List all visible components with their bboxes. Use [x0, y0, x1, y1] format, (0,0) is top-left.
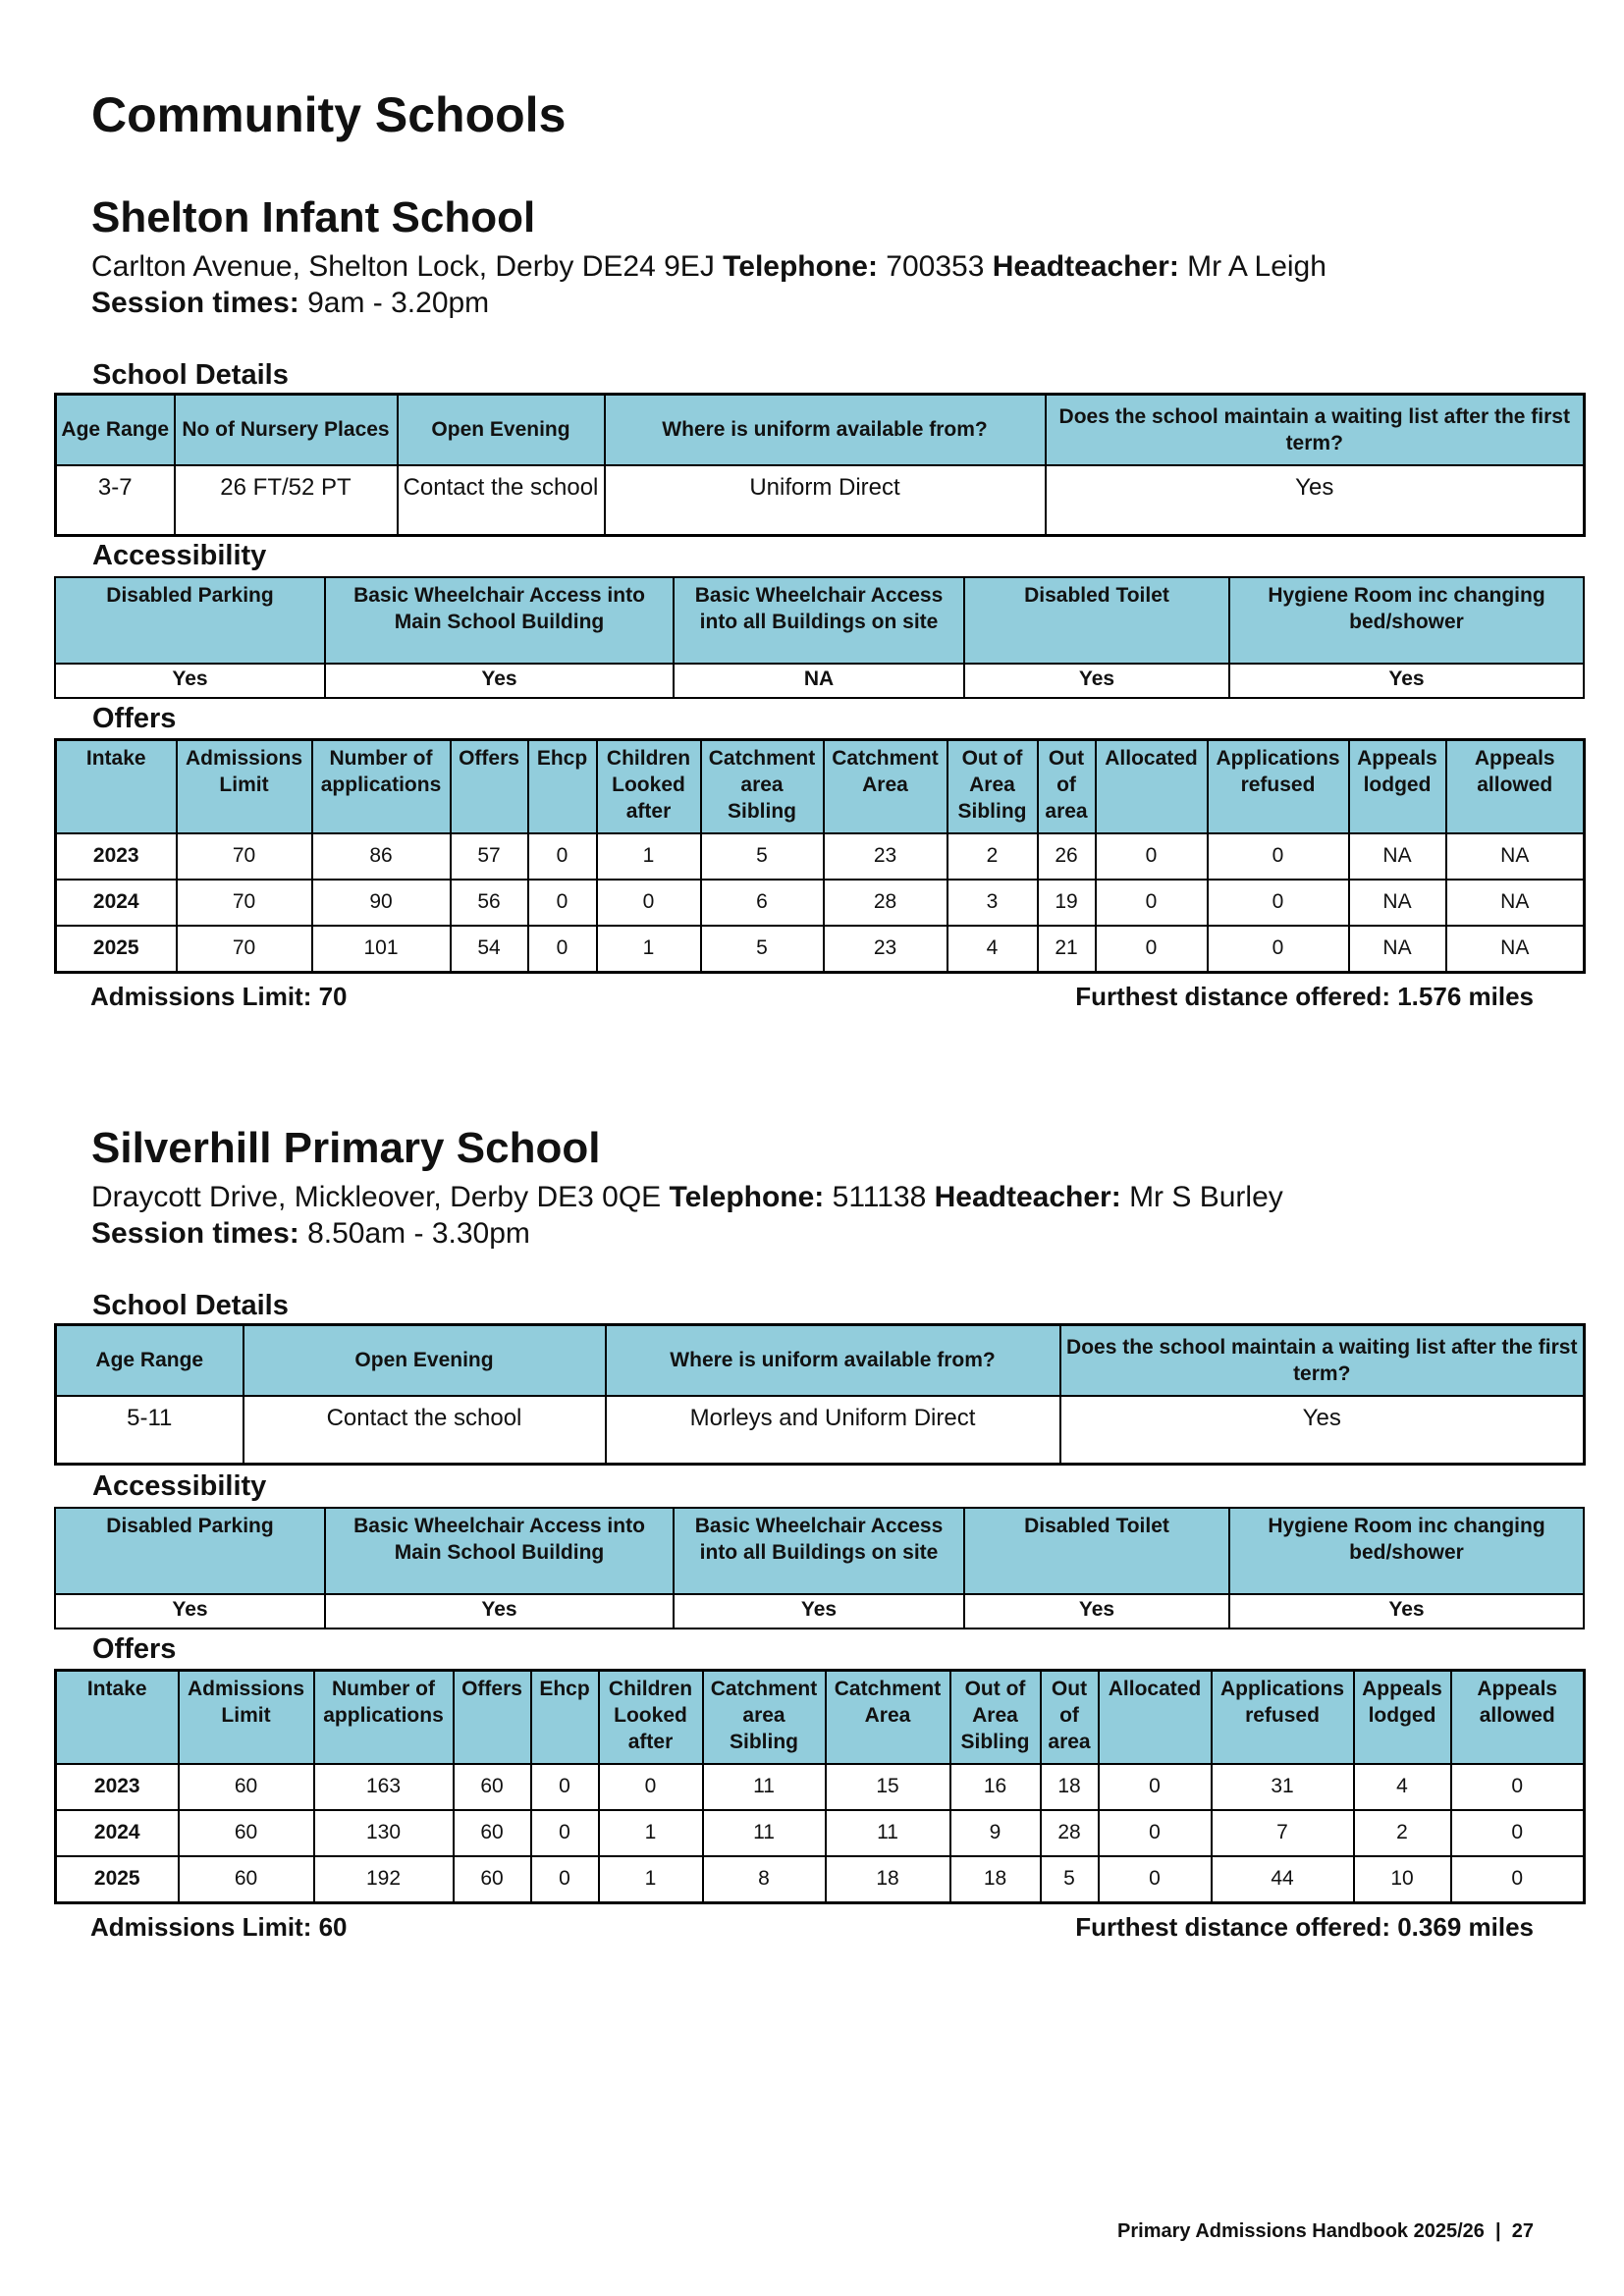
- offers-cell: 6: [701, 880, 824, 926]
- school-details-heading: School Details: [92, 1290, 289, 1321]
- offers-cell: 28: [1041, 1810, 1099, 1856]
- offers-cell: 0: [1208, 926, 1349, 973]
- offers-header: Ehcp: [528, 740, 597, 833]
- details-header: Does the school maintain a waiting list after the first term?: [1046, 395, 1585, 465]
- accessibility-header: Basic Wheelchair Access into Main School Building: [325, 577, 674, 664]
- school-details-table: [54, 393, 1586, 537]
- accessibility-header: Disabled Parking: [55, 577, 325, 664]
- offers-header: Number of applications: [312, 740, 451, 833]
- session-times: 8.50am - 3.30pm: [307, 1217, 530, 1250]
- offers-cell: 11: [826, 1810, 950, 1856]
- offers-cell: 26: [1038, 833, 1096, 880]
- offers-cell: 0: [1096, 926, 1208, 973]
- table-row: [56, 1764, 1585, 1810]
- address: Draycott Drive, Mickleover, Derby DE3 0QE: [91, 1181, 662, 1213]
- offers-cell: 0: [531, 1810, 599, 1856]
- accessibility-header: Disabled Toilet: [964, 1508, 1229, 1594]
- offers-cell: 9: [950, 1810, 1041, 1856]
- headteacher-label: Headteacher:: [992, 250, 1179, 283]
- offers-cell: 0: [531, 1856, 599, 1903]
- offers-header: Admissions Limit: [179, 1671, 314, 1764]
- furthest-distance-summary: [1075, 1914, 1534, 1940]
- offers-header: Ehcp: [531, 1671, 599, 1764]
- session-times: 9am - 3.20pm: [307, 287, 490, 319]
- session-times-label: Session times:: [91, 1217, 299, 1250]
- offers-cell: 15: [826, 1764, 950, 1810]
- offers-header: Applications refused: [1212, 1671, 1354, 1764]
- school-details-heading: School Details: [92, 359, 289, 391]
- accessibility-table: [54, 1507, 1585, 1629]
- offers-cell: 5: [701, 926, 824, 973]
- offers-cell: 23: [824, 833, 947, 880]
- offers-cell: 192: [314, 1856, 454, 1903]
- offers-cell: 60: [454, 1764, 531, 1810]
- accessibility-heading: Accessibility: [92, 1470, 267, 1502]
- accessibility-value: Yes: [1229, 664, 1584, 698]
- headteacher: Mr S Burley: [1129, 1181, 1283, 1213]
- accessibility-header: Basic Wheelchair Access into all Buildings on site: [674, 577, 964, 664]
- accessibility-value: Yes: [325, 1594, 674, 1629]
- headteacher: Mr A Leigh: [1187, 250, 1326, 283]
- intake-year: 2023: [56, 1764, 179, 1810]
- accessibility-heading: Accessibility: [92, 540, 267, 571]
- accessibility-header: Hygiene Room inc changing bed/shower: [1229, 1508, 1584, 1594]
- furthest-distance-summary: [1075, 984, 1534, 1009]
- offers-cell: 0: [1099, 1856, 1212, 1903]
- accessibility-table: [54, 576, 1585, 699]
- footer-title: Primary Admissions Handbook 2025/26: [1117, 2220, 1485, 2242]
- accessibility-value: Yes: [674, 1594, 964, 1629]
- offers-cell: 1: [597, 833, 701, 880]
- offers-header: Appeals allowed: [1451, 1671, 1585, 1764]
- telephone: 700353: [886, 250, 985, 283]
- offers-cell: 3: [947, 880, 1038, 926]
- offers-cell: 54: [451, 926, 528, 973]
- offers-header: Appeals lodged: [1354, 1671, 1451, 1764]
- offers-cell: 101: [312, 926, 451, 973]
- offers-cell: 0: [1099, 1764, 1212, 1810]
- offers-cell: 0: [528, 880, 597, 926]
- offers-cell: 0: [531, 1764, 599, 1810]
- accessibility-value: Yes: [55, 1594, 325, 1629]
- offers-header: Catchment Area: [824, 740, 947, 833]
- details-value: Yes: [1060, 1396, 1585, 1465]
- offers-header: Children Looked after: [599, 1671, 703, 1764]
- offers-cell: 60: [454, 1856, 531, 1903]
- details-header: Does the school maintain a waiting list after the first term?: [1060, 1325, 1585, 1396]
- table-row: [56, 1856, 1585, 1903]
- offers-heading: Offers: [92, 703, 177, 734]
- offers-header: Allocated: [1096, 740, 1208, 833]
- details-value: Uniform Direct: [605, 465, 1046, 536]
- offers-cell: 0: [528, 833, 597, 880]
- accessibility-value: Yes: [325, 664, 674, 698]
- offers-cell: 163: [314, 1764, 454, 1810]
- offers-cell: 18: [826, 1856, 950, 1903]
- offers-cell: 1: [599, 1810, 703, 1856]
- details-value: 26 FT/52 PT: [175, 465, 398, 536]
- telephone-label: Telephone:: [723, 250, 878, 283]
- school-address-line: [91, 249, 1326, 285]
- offers-cell: 18: [950, 1856, 1041, 1903]
- intake-year: 2025: [56, 926, 177, 973]
- offers-cell: 44: [1212, 1856, 1354, 1903]
- offers-cell: 1: [597, 926, 701, 973]
- offers-header: Catchment area Sibling: [703, 1671, 826, 1764]
- offers-header: Admissions Limit: [177, 740, 312, 833]
- furthest-distance-value: 1.576 miles: [1397, 982, 1534, 1011]
- offers-cell: NA: [1349, 880, 1446, 926]
- page-number: 27: [1511, 2220, 1534, 2242]
- offers-cell: 0: [597, 880, 701, 926]
- telephone: 511138: [832, 1181, 927, 1213]
- school-name: Shelton Infant School: [91, 193, 536, 241]
- offers-header: Appeals lodged: [1349, 740, 1446, 833]
- offers-header: Number of applications: [314, 1671, 454, 1764]
- details-header: Open Evening: [244, 1325, 606, 1396]
- offers-header: Out of area: [1041, 1671, 1099, 1764]
- offers-cell: 10: [1354, 1856, 1451, 1903]
- footer-separator: |: [1495, 2220, 1501, 2242]
- furthest-distance-label: Furthest distance offered:: [1075, 982, 1390, 1011]
- accessibility-value: NA: [674, 664, 964, 698]
- intake-year: 2024: [56, 880, 177, 926]
- offers-cell: 60: [179, 1810, 314, 1856]
- admissions-limit-value: 70: [318, 982, 348, 1011]
- offers-header: Allocated: [1099, 1671, 1212, 1764]
- offers-cell: NA: [1349, 833, 1446, 880]
- details-header: Where is uniform available from?: [605, 395, 1046, 465]
- details-value: Morleys and Uniform Direct: [606, 1396, 1060, 1465]
- telephone-label: Telephone:: [669, 1181, 825, 1213]
- page-footer: [1117, 2220, 1534, 2243]
- offers-cell: 2: [1354, 1810, 1451, 1856]
- accessibility-header: Basic Wheelchair Access into all Buildings on site: [674, 1508, 964, 1594]
- admissions-limit-label: Admissions Limit:: [90, 982, 312, 1011]
- intake-year: 2024: [56, 1810, 179, 1856]
- offers-cell: 5: [701, 833, 824, 880]
- offers-cell: 0: [528, 926, 597, 973]
- offers-cell: 23: [824, 926, 947, 973]
- offers-cell: 0: [599, 1764, 703, 1810]
- page-title: Community Schools: [91, 87, 567, 142]
- offers-header: Out of area: [1038, 740, 1096, 833]
- accessibility-value: Yes: [964, 1594, 1229, 1629]
- offers-heading: Offers: [92, 1633, 177, 1665]
- offers-cell: 90: [312, 880, 451, 926]
- offers-cell: 4: [1354, 1764, 1451, 1810]
- furthest-distance-value: 0.369 miles: [1397, 1912, 1534, 1942]
- table-row: [56, 926, 1585, 973]
- accessibility-header: Basic Wheelchair Access into Main School Building: [325, 1508, 674, 1594]
- intake-year: 2025: [56, 1856, 179, 1903]
- offers-cell: 7: [1212, 1810, 1354, 1856]
- details-value: Contact the school: [244, 1396, 606, 1465]
- offers-cell: 16: [950, 1764, 1041, 1810]
- offers-cell: NA: [1349, 926, 1446, 973]
- intake-year: 2023: [56, 833, 177, 880]
- offers-header: Intake: [56, 1671, 179, 1764]
- admissions-limit-label: Admissions Limit:: [90, 1912, 312, 1942]
- offers-cell: 60: [454, 1810, 531, 1856]
- accessibility-value: Yes: [55, 664, 325, 698]
- school-address-line: [91, 1180, 1283, 1215]
- address: Carlton Avenue, Shelton Lock, Derby DE24 9EJ: [91, 250, 715, 283]
- offers-cell: 5: [1041, 1856, 1099, 1903]
- headteacher-label: Headteacher:: [934, 1181, 1121, 1213]
- details-value: Yes: [1046, 465, 1585, 536]
- offers-cell: 0: [1208, 833, 1349, 880]
- offers-cell: NA: [1446, 833, 1585, 880]
- offers-cell: 28: [824, 880, 947, 926]
- offers-cell: 0: [1451, 1810, 1585, 1856]
- accessibility-header: Hygiene Room inc changing bed/shower: [1229, 577, 1584, 664]
- accessibility-value: Yes: [964, 664, 1229, 698]
- offers-header: Offers: [451, 740, 528, 833]
- accessibility-value: Yes: [1229, 1594, 1584, 1629]
- offers-cell: 11: [703, 1810, 826, 1856]
- accessibility-header: Disabled Toilet: [964, 577, 1229, 664]
- offers-cell: 60: [179, 1764, 314, 1810]
- details-header: Open Evening: [398, 395, 605, 465]
- offers-cell: 70: [177, 833, 312, 880]
- details-value: 5-11: [56, 1396, 244, 1465]
- offers-cell: 0: [1096, 833, 1208, 880]
- table-row: [56, 1810, 1585, 1856]
- accessibility-header: Disabled Parking: [55, 1508, 325, 1594]
- offers-cell: 0: [1451, 1764, 1585, 1810]
- offers-cell: 70: [177, 880, 312, 926]
- offers-cell: 86: [312, 833, 451, 880]
- offers-header: Out of Area Sibling: [950, 1671, 1041, 1764]
- offers-cell: NA: [1446, 926, 1585, 973]
- offers-cell: NA: [1446, 880, 1585, 926]
- offers-cell: 4: [947, 926, 1038, 973]
- offers-cell: 130: [314, 1810, 454, 1856]
- offers-cell: 0: [1208, 880, 1349, 926]
- offers-cell: 18: [1041, 1764, 1099, 1810]
- offers-cell: 60: [179, 1856, 314, 1903]
- offers-cell: 0: [1096, 880, 1208, 926]
- offers-cell: 56: [451, 880, 528, 926]
- offers-header: Intake: [56, 740, 177, 833]
- table-row: [56, 880, 1585, 926]
- offers-cell: 31: [1212, 1764, 1354, 1810]
- details-header: Age Range: [56, 395, 175, 465]
- offers-cell: 19: [1038, 880, 1096, 926]
- details-value: Contact the school: [398, 465, 605, 536]
- offers-cell: 0: [1451, 1856, 1585, 1903]
- offers-header: Appeals allowed: [1446, 740, 1585, 833]
- admissions-limit-value: 60: [318, 1912, 348, 1942]
- session-times-line: [91, 1216, 530, 1252]
- offers-cell: 0: [1099, 1810, 1212, 1856]
- furthest-distance-label: Furthest distance offered:: [1075, 1912, 1390, 1942]
- offers-cell: 8: [703, 1856, 826, 1903]
- session-times-label: Session times:: [91, 287, 299, 319]
- offers-cell: 70: [177, 926, 312, 973]
- admissions-limit-summary: [90, 984, 348, 1009]
- offers-cell: 11: [703, 1764, 826, 1810]
- offers-header: Children Looked after: [597, 740, 701, 833]
- offers-header: Catchment area Sibling: [701, 740, 824, 833]
- details-value: 3-7: [56, 465, 175, 536]
- offers-table: [54, 1669, 1586, 1904]
- school-name: Silverhill Primary School: [91, 1124, 601, 1172]
- details-header: Age Range: [56, 1325, 244, 1396]
- offers-cell: 21: [1038, 926, 1096, 973]
- table-row: [56, 833, 1585, 880]
- offers-table: [54, 738, 1586, 974]
- offers-header: Applications refused: [1208, 740, 1349, 833]
- details-header: Where is uniform available from?: [606, 1325, 1060, 1396]
- offers-header: Out of Area Sibling: [947, 740, 1038, 833]
- session-times-line: [91, 286, 489, 321]
- offers-cell: 57: [451, 833, 528, 880]
- offers-cell: 2: [947, 833, 1038, 880]
- offers-cell: 1: [599, 1856, 703, 1903]
- offers-header: Offers: [454, 1671, 531, 1764]
- offers-header: Catchment Area: [826, 1671, 950, 1764]
- details-header: No of Nursery Places: [175, 395, 398, 465]
- school-details-table: [54, 1323, 1586, 1466]
- admissions-limit-summary: [90, 1914, 348, 1940]
